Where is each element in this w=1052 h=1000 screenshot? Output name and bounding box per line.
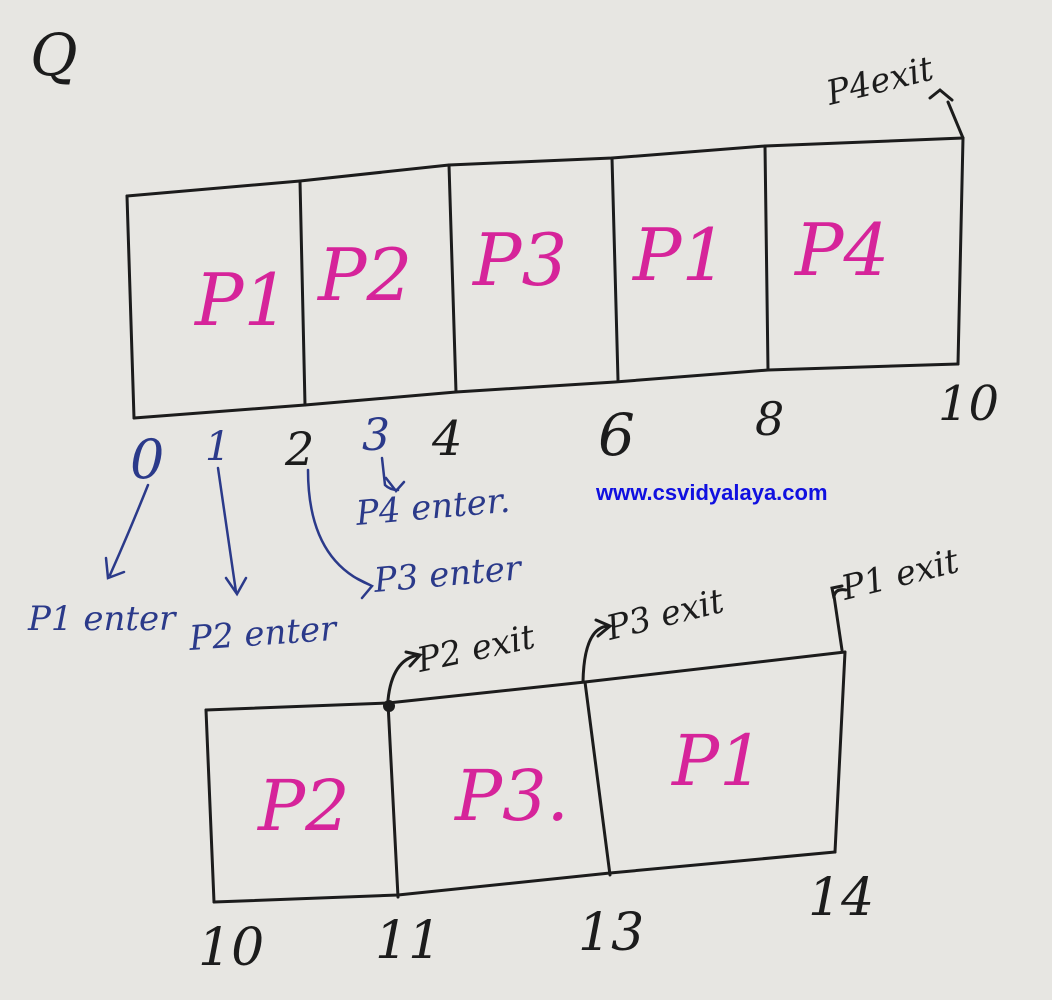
chart2-top-border — [206, 652, 845, 710]
chart1-time-6: 6 — [598, 401, 635, 469]
chart2-divider-3 — [835, 652, 845, 852]
chart1-cell-2: P2 — [318, 233, 413, 317]
chart2-divider-1 — [388, 703, 398, 897]
chart1-time-0: 0 — [130, 428, 165, 491]
p4-enter-label: P4 enter. — [354, 480, 512, 534]
chart1-time-8: 8 — [755, 392, 785, 446]
chart1-time-10: 10 — [938, 376, 1000, 432]
p3-enter-arrow — [308, 470, 372, 598]
chart2-time-13: 13 — [578, 903, 645, 963]
chart2-time-14: 14 — [808, 868, 875, 928]
chart1-cell-1: P1 — [195, 258, 290, 342]
chart1-divider-0 — [127, 196, 134, 418]
chart1-p4-exit-note: P4exit — [822, 48, 938, 114]
p3-exit-arrow — [583, 620, 610, 682]
p2-enter-arrow — [218, 468, 246, 594]
p4-enter-arrow — [382, 458, 404, 491]
chart2-time-10: 10 — [198, 918, 265, 978]
chart2-time-11: 11 — [375, 911, 442, 971]
chart1-bottom-border — [134, 364, 958, 418]
chart2-divider-2 — [585, 682, 610, 875]
chart1-cell-4: P1 — [633, 213, 728, 297]
chart1-time-3: 3 — [362, 410, 390, 461]
chart1-time-1: 1 — [205, 424, 231, 470]
chart2-bottom-border — [214, 852, 835, 902]
p2-enter-label: P2 enter — [187, 608, 338, 659]
chart1-top-border — [127, 138, 963, 196]
chart1-divider-2 — [449, 165, 456, 392]
p3-enter-label: P3 enter — [372, 548, 523, 601]
chart1-divider-3 — [612, 158, 618, 380]
chart1-divider-1 — [300, 181, 305, 405]
ink-blot — [383, 700, 395, 712]
watermark-url: www.csvidyalaya.com — [596, 480, 828, 505]
chart1-divider-5 — [958, 138, 963, 364]
chart2-cell-1: P2 — [258, 765, 350, 847]
chart1-divider-4 — [765, 146, 768, 370]
chart2-divider-0 — [206, 710, 214, 902]
chart1-cell-5: P4 — [795, 208, 890, 292]
p1-enter-label: P1 enter — [28, 599, 176, 639]
p2-exit-label: P2 exit — [413, 616, 539, 681]
chart1-time-4: 4 — [432, 411, 463, 467]
p3-exit-label: P3 exit — [602, 581, 728, 649]
chart1-time-2: 2 — [285, 422, 315, 476]
p2-exit-arrow — [388, 652, 420, 700]
chart1-cell-3: P3 — [473, 218, 568, 302]
p1-exit-label: P1 exit — [837, 541, 963, 609]
chart2-cell-3: P1 — [672, 720, 764, 802]
question-number: Q — [30, 21, 78, 89]
chart2-cell-2: P3. — [455, 755, 569, 837]
chart1-exit-arrow — [930, 90, 963, 138]
p1-enter-arrow — [106, 485, 148, 578]
